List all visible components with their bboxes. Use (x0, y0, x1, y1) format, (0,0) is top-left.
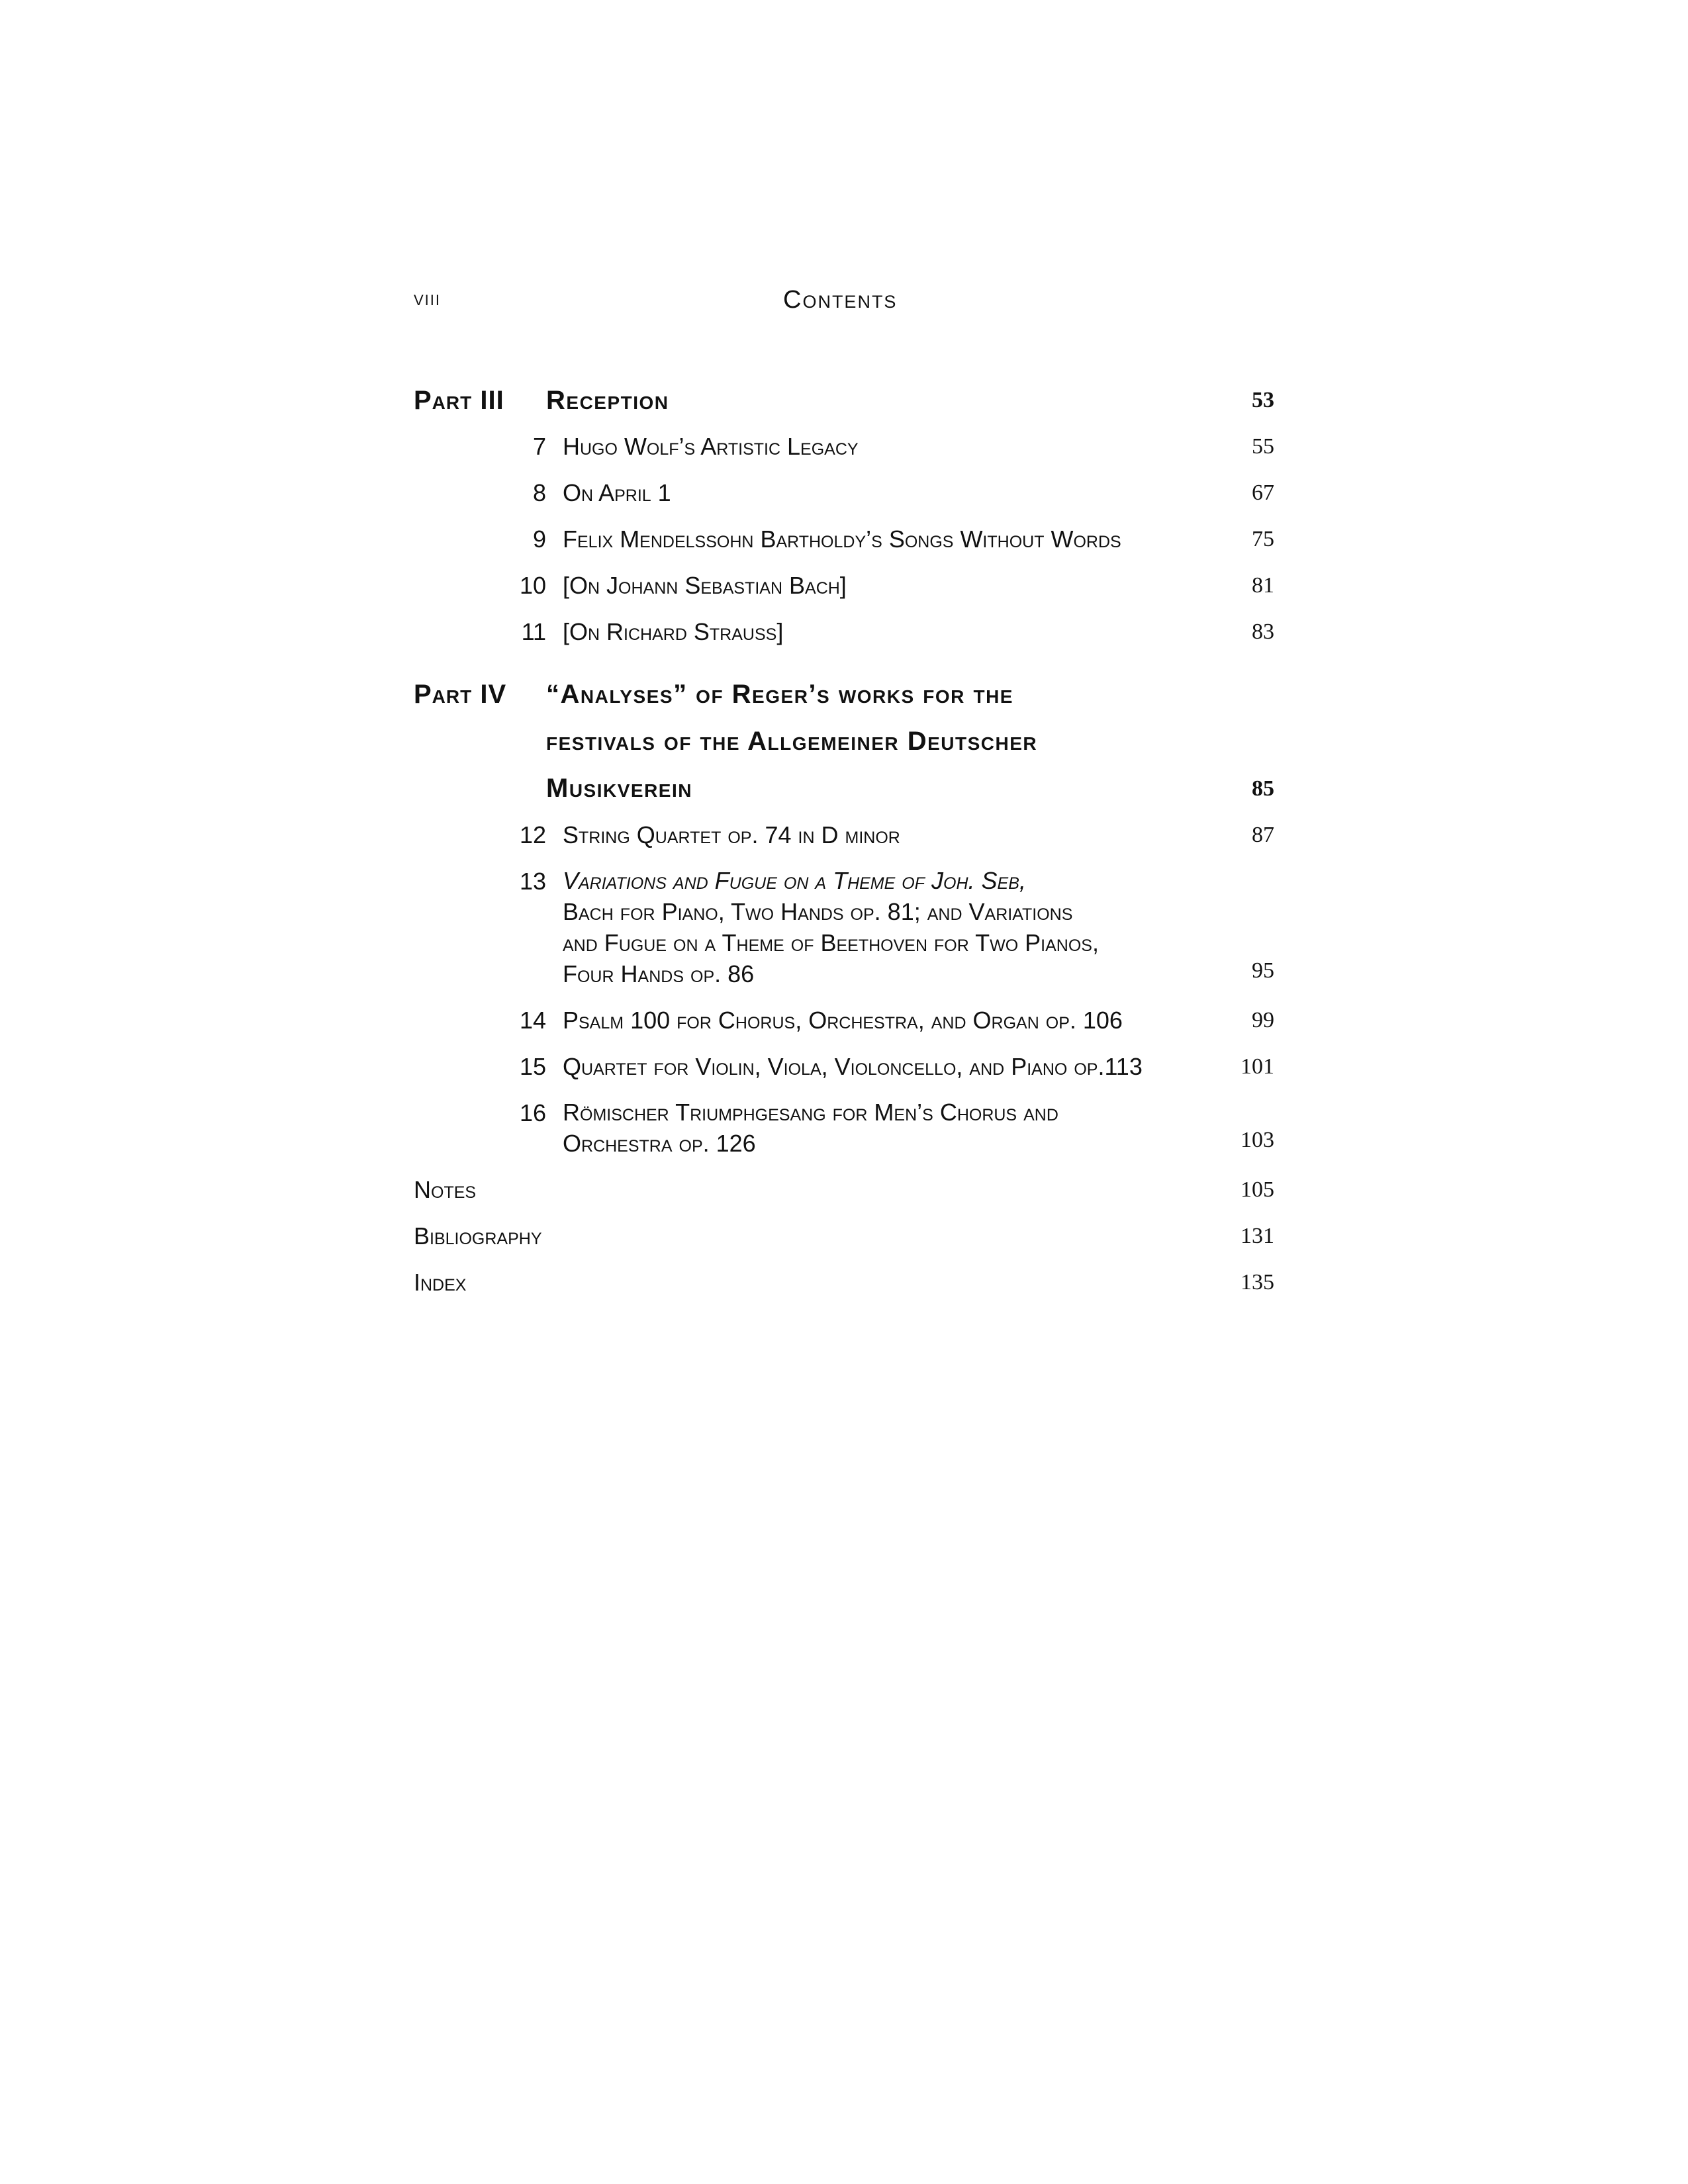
toc-entry-chapter-9[interactable] (414, 516, 1274, 563)
chapter-title: Quartet for Violin, Viola, Violoncello, and Piano op.113 (563, 1053, 1143, 1080)
page-number: 85 (1252, 776, 1274, 801)
chapter-title-line: Römischer Triumphgesang for Men’s Chorus and (563, 1099, 1058, 1126)
chapter-title-line: Bach for Piano, Two Hands op. 81; and Variations (563, 898, 1073, 925)
toc-entry-notes[interactable] (414, 1167, 1274, 1213)
chapter-title: On April 1 (563, 479, 671, 506)
toc-entry-chapter-14[interactable] (414, 997, 1274, 1044)
chapter-title-line: Variations and Fugue on a Theme of Joh. Seb, (563, 867, 1026, 894)
page-number: 75 (1252, 527, 1274, 551)
chapter-number: 14 (519, 1007, 546, 1034)
part-label: Part IV (414, 680, 507, 709)
chapter-title: Psalm 100 for Chorus, Orchestra, and Organ op. 106 (563, 1007, 1123, 1034)
part-3-heading[interactable] (414, 377, 1274, 424)
part-title (546, 671, 1195, 812)
chapter-number: 12 (519, 821, 546, 848)
back-matter-title: Bibliography (414, 1222, 542, 1250)
chapter-number: 13 (519, 868, 546, 895)
page-number: 95 (1252, 958, 1274, 983)
chapter-title (563, 1090, 1198, 1167)
chapter-number: 7 (532, 433, 546, 460)
toc-entry-chapter-13[interactable] (414, 858, 1274, 997)
toc-entry-chapter-7[interactable] (414, 424, 1274, 470)
page-number: 135 (1241, 1270, 1274, 1295)
toc-entry-chapter-16[interactable] (414, 1090, 1274, 1167)
toc-entry-index[interactable] (414, 1259, 1274, 1306)
page-number: 103 (1241, 1128, 1274, 1152)
page-number: 81 (1252, 573, 1274, 598)
page-number: 87 (1252, 823, 1274, 847)
chapter-number: 15 (519, 1053, 546, 1080)
part-4-heading[interactable] (414, 671, 1274, 812)
chapter-title (563, 858, 1198, 997)
back-matter-title: Index (414, 1269, 467, 1296)
chapter-number: 16 (519, 1099, 546, 1126)
page-folio: viii (414, 286, 442, 310)
running-head (414, 286, 1274, 326)
page-number: 99 (1252, 1008, 1274, 1032)
chapter-title-line: Four Hands op. 86 (563, 960, 755, 987)
page-number: 55 (1252, 434, 1274, 459)
table-of-contents (414, 377, 1274, 1306)
part-label: Part III (414, 386, 504, 415)
part-title-line: festivals of the Allgemeiner Deutscher (546, 727, 1038, 756)
toc-entry-chapter-12[interactable] (414, 812, 1274, 858)
chapter-title: Hugo Wolf’s Artistic Legacy (563, 433, 859, 460)
part-title-line: Musikverein (546, 774, 692, 803)
chapter-title-line: and Fugue on a Theme of Beethoven for Two Pianos, (563, 929, 1099, 956)
chapter-title: Felix Mendelssohn Bartholdy’s Songs Without Words (563, 525, 1121, 553)
chapter-number: 11 (521, 618, 546, 645)
chapter-title: String Quartet op. 74 in D minor (563, 821, 900, 848)
page-number: 105 (1241, 1177, 1274, 1202)
page-number: 101 (1241, 1054, 1274, 1079)
spacer (414, 655, 1274, 671)
chapter-number: 9 (532, 525, 546, 553)
part-title: Reception (546, 386, 669, 415)
chapter-number: 8 (532, 479, 546, 506)
toc-entry-chapter-8[interactable] (414, 470, 1274, 516)
page-number: 53 (1252, 388, 1274, 412)
toc-entry-chapter-10[interactable] (414, 563, 1274, 609)
toc-entry-bibliography[interactable] (414, 1213, 1274, 1259)
part-title-line: “Analyses” of Reger’s works for the (546, 680, 1013, 709)
chapter-title: [On Richard Strauss] (563, 618, 784, 645)
page-number: 131 (1241, 1224, 1274, 1248)
chapter-number: 10 (519, 572, 546, 599)
back-matter-title: Notes (414, 1176, 477, 1203)
chapter-title: [On Johann Sebastian Bach] (563, 572, 847, 599)
page-number: 67 (1252, 480, 1274, 505)
chapter-title-line: Orchestra op. 126 (563, 1130, 756, 1157)
page-number: 83 (1252, 619, 1274, 644)
toc-entry-chapter-11[interactable] (414, 609, 1274, 655)
running-title: Contents (783, 286, 898, 314)
toc-entry-chapter-15[interactable] (414, 1044, 1274, 1090)
